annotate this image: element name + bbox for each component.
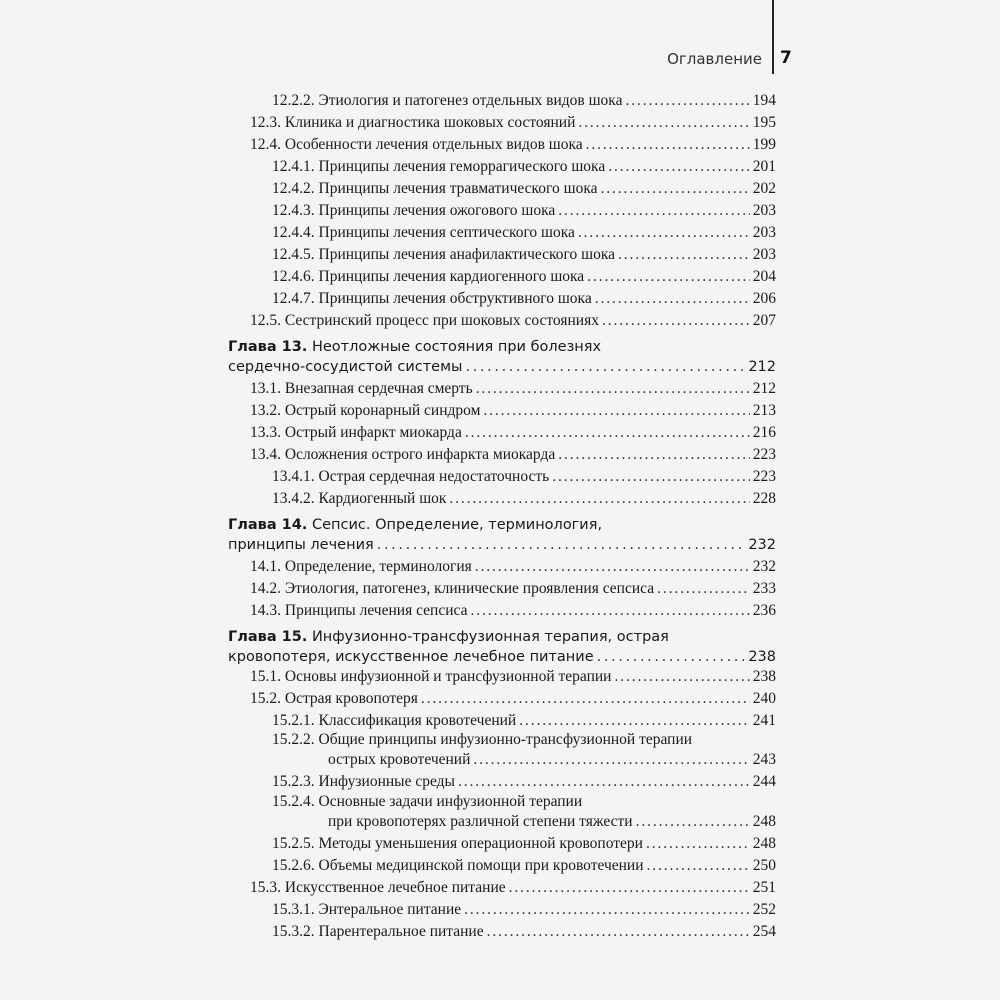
chapter-label: Глава 15.	[228, 629, 308, 645]
toc-page: 232	[752, 558, 776, 575]
toc-page: 194	[752, 92, 776, 109]
toc-page: 238	[748, 649, 776, 665]
toc-page: 195	[752, 114, 776, 131]
toc-page: 254	[752, 923, 776, 940]
toc-page: 212	[748, 359, 776, 375]
chapter-label: Глава 13.	[228, 339, 308, 355]
toc-page: 240	[752, 690, 776, 707]
toc-page: 241	[752, 712, 776, 729]
toc-page: 244	[752, 773, 776, 790]
toc-page: 203	[752, 202, 776, 219]
toc-page: 232	[748, 537, 776, 553]
toc-page: 207	[752, 312, 776, 329]
toc-page: 202	[752, 180, 776, 197]
toc-page: 252	[752, 901, 776, 918]
toc-page: 203	[752, 224, 776, 241]
toc-page: 212	[752, 380, 776, 397]
toc-page: 248	[752, 835, 776, 852]
toc-page: 238	[752, 668, 776, 685]
toc-page: 223	[752, 446, 776, 463]
toc-page: 228	[752, 490, 776, 507]
toc-page: 206	[752, 290, 776, 307]
toc-page: 251	[752, 879, 776, 896]
toc-page: 204	[752, 268, 776, 285]
toc-page: 243	[752, 751, 776, 768]
toc-page: 201	[752, 158, 776, 175]
toc-page: 223	[752, 468, 776, 485]
chapter-label: Глава 14.	[228, 517, 308, 533]
toc-page: 233	[752, 580, 776, 597]
running-title: Оглавление	[667, 50, 762, 68]
toc-page: 203	[752, 246, 776, 263]
toc-page: 216	[752, 424, 776, 441]
toc-page: 248	[752, 813, 776, 830]
toc-page: 213	[752, 402, 776, 419]
page-number: 7	[780, 48, 792, 68]
toc-page: 236	[752, 602, 776, 619]
toc-page: 250	[752, 857, 776, 874]
toc-page: 199	[752, 136, 776, 153]
table-of-contents: 12.2.2. Этиология и патогенез отдельных видов шока . . . 194 12.3. Клиника и диагностика шоковых состояний . . . 195 12.4. Особенности лечения отдельных видов шока . . . 199 12.4.1. Принципы лечения геморрагического шока . . . 201 12.4.2. Принципы лечения травматического шока . . . 202 12.4.3. Принципы лечения ожогового шока . . . 203 12.4.4. Принципы лечения септического шока . . . 203 12.4.5. Принципы лечения анафилактического шока . . . 203 12.4.6. Принципы лечения кардиогенного шока . . . 204 12.4.7. Принципы лечения обструктивного шока . . . 206 12.5. Сестринский процесс при шоковых состояниях . . . 207 Глава 13. Неотложные состояния при болезнях сердечно-сосудистой системы . . . 212 13.1. Внезапная сердечная смерть . . . 212 13.2. Острый коронарный синдром . . . 213 13.3. Острый инфаркт миокарда . . . 216 13.4. Осложнения острого инфаркта миокарда . . . 223 13.4.1. Острая сердечная недостаточность . . . 223 13.4.2. Кардиогенный шок . . . 228 Глава 14. Сепсис. Определение, терминология, принципы лечения . . . 232 14.1. Определение, терминология . . . 232 14.2. Этиология, патогенез, клинические проявления сепсиса . . . 233 14.3. Принципы лечения сепсиса . . . 236 Глава 15. Инфузионно-трансфузионная терапия, острая кровопотеря, искусственное лечебное питание . . . 238 15.1. Основы инфузионной и трансфузионной терапии . . . 238 15.2. Острая кровопотеря . . . 240 15.2.1. Классификация кровотечений . . . 241 15.2.2. Общие принципы инфузионно-трансфузионной терапии острых кровотечений . . . 243 15.2.3. Инфузионные среды . . . 244 15.2.4. Основные задачи инфузионной терапии при кровопотерях различной степени тяжести . . . 248 15.2.5. Методы уменьшения операционной кровопотери . . . 248 15.2.6. Объемы медицинской помощи при кровотечении . . . 250 15.3. Искусственное лечебное питание . . . 251 15.3.1. Энтеральное питание . . . 252 15.3.2. Парентеральное питание . . . 254	[0, 0, 1000, 1000]
